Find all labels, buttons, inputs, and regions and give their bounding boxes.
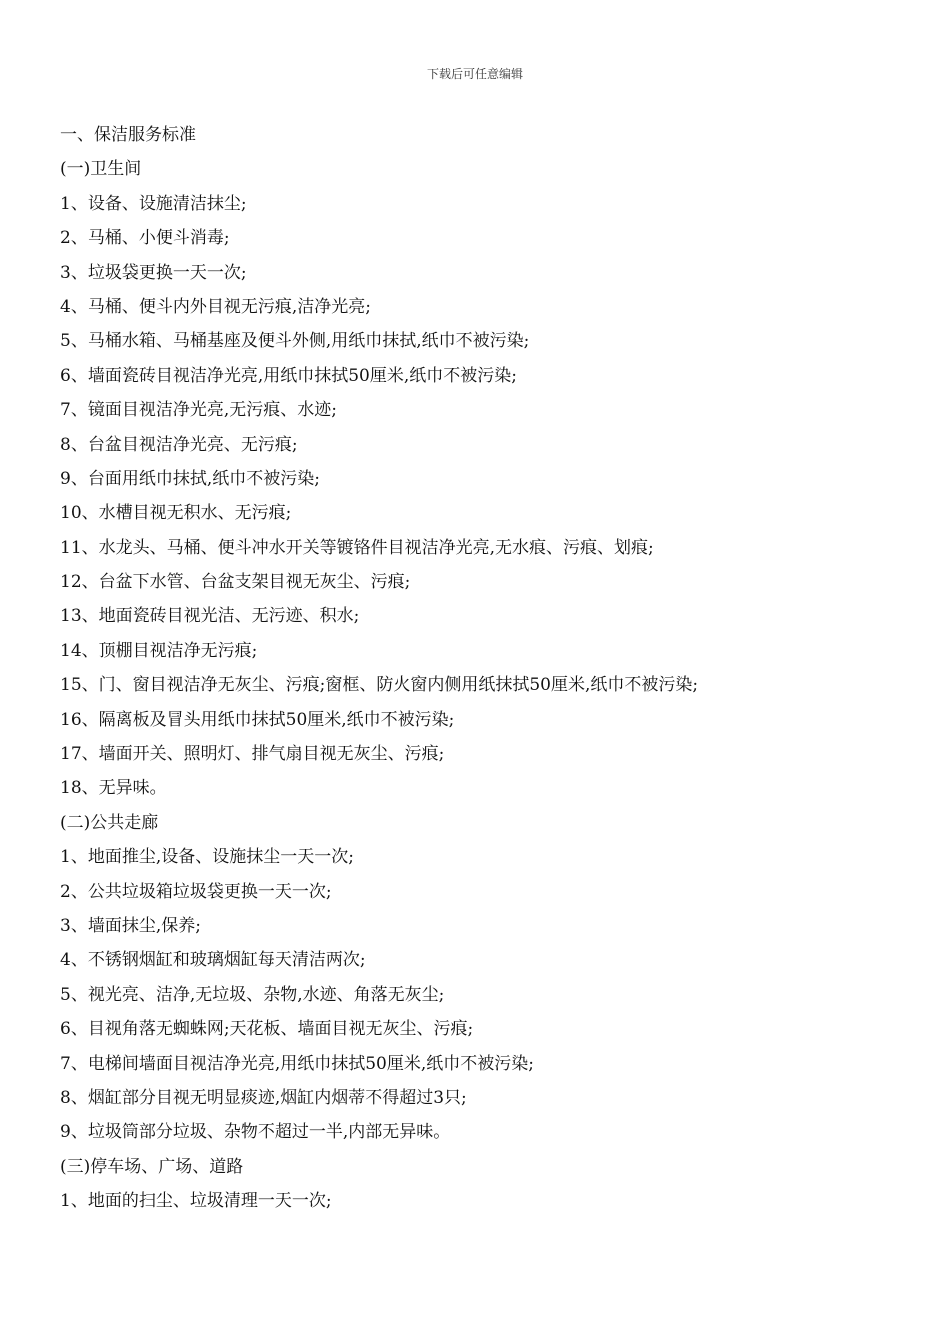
subsection-heading: (一)卫生间 <box>60 159 142 180</box>
list-item: 18、无异味。 <box>60 778 167 799</box>
list-item: 7、电梯间墙面目视洁净光亮,用纸巾抹拭50厘米,纸巾不被污染; <box>60 1053 534 1074</box>
list-item: 14、顶棚目视洁净无污痕; <box>60 640 258 661</box>
list-item: 2、公共垃圾箱垃圾袋更换一天一次; <box>60 881 332 902</box>
list-item: 1、地面推尘,设备、设施抹尘一天一次; <box>60 847 354 868</box>
list-item: 4、不锈钢烟缸和玻璃烟缸每天清洁两次; <box>60 950 366 971</box>
list-item: 8、烟缸部分目视无明显痰迹,烟缸内烟蒂不得超过3只; <box>60 1087 467 1108</box>
list-item: 11、水龙头、马桶、便斗冲水开关等镀铬件目视洁净光亮,无水痕、污痕、划痕; <box>60 537 654 558</box>
list-item: 1、设备、设施清洁抹尘; <box>60 193 247 214</box>
list-item: 6、墙面瓷砖目视洁净光亮,用纸巾抹拭50厘米,纸巾不被污染; <box>60 365 517 386</box>
list-item: 13、地面瓷砖目视光洁、无污迹、积水; <box>60 606 360 627</box>
section-title: 一、保洁服务标准 <box>60 125 196 145</box>
document-body <box>60 118 900 1219</box>
list-item: 16、隔离板及冒头用纸巾抹拭50厘米,纸巾不被污染; <box>60 709 455 730</box>
page-header-note: 下载后可任意编辑 <box>426 67 523 81</box>
list-item: 7、镜面目视洁净光亮,无污痕、水迹; <box>60 400 337 421</box>
list-item: 5、马桶水箱、马桶基座及便斗外侧,用纸巾抹拭,纸巾不被污染; <box>60 331 530 352</box>
list-item: 15、门、窗目视洁净无灰尘、污痕;窗框、防火窗内侧用纸抹拭50厘米,纸巾不被污染; <box>60 675 699 696</box>
subsection-heading: (二)公共走廊 <box>60 812 159 833</box>
list-item: 2、马桶、小便斗消毒; <box>60 228 230 249</box>
list-item: 1、地面的扫尘、垃圾清理一天一次; <box>60 1191 332 1212</box>
list-item: 3、墙面抹尘,保养; <box>60 915 201 936</box>
list-item: 12、台盆下水管、台盆支架目视无灰尘、污痕; <box>60 572 411 593</box>
list-item: 4、马桶、便斗内外目视无污痕,洁净光亮; <box>60 296 371 317</box>
subsection-heading: (三)停车场、广场、道路 <box>60 1156 244 1177</box>
list-item: 5、视光亮、洁净,无垃圾、杂物,水迹、角落无灰尘; <box>60 984 445 1005</box>
list-item: 6、目视角落无蜘蛛网;天花板、墙面目视无灰尘、污痕; <box>60 1019 474 1040</box>
list-item: 3、垃圾袋更换一天一次; <box>60 262 247 283</box>
list-item: 8、台盆目视洁净光亮、无污痕; <box>60 434 298 455</box>
list-item: 17、墙面开关、照明灯、排气扇目视无灰尘、污痕; <box>60 744 445 765</box>
list-item: 10、水槽目视无积水、无污痕; <box>60 503 292 524</box>
list-item: 9、垃圾筒部分垃圾、杂物不超过一半,内部无异味。 <box>60 1122 451 1143</box>
list-item: 9、台面用纸巾抹拭,纸巾不被污染; <box>60 468 320 489</box>
